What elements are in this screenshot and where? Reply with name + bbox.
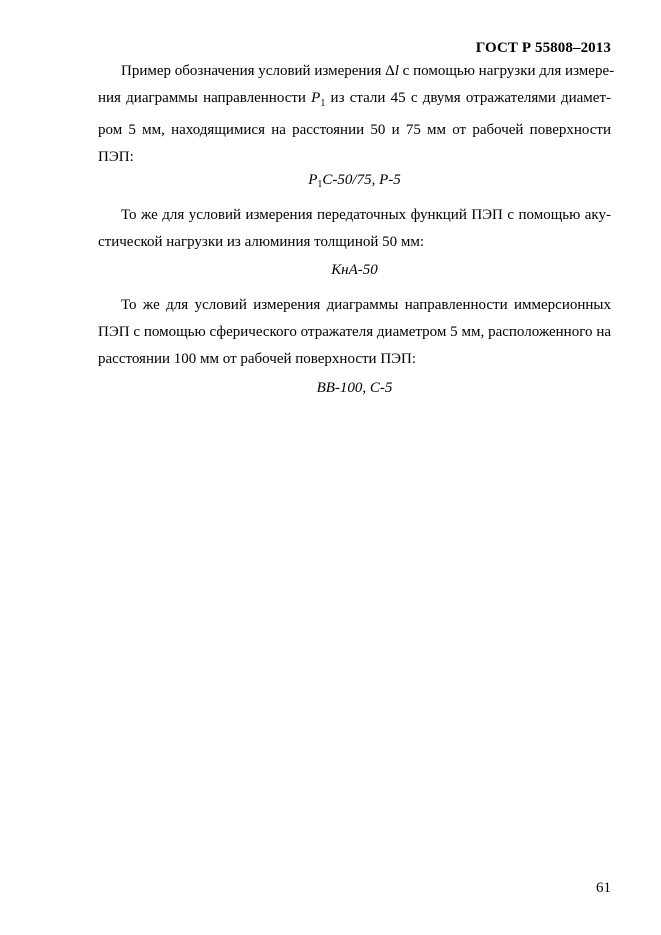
- paragraph-example-delta-l: [98, 58, 615, 171]
- paragraph-line: То же для условий измерения диаграммы направленности иммерсионных: [121, 297, 611, 313]
- paragraph-line: ПЭП:: [98, 149, 134, 165]
- paragraph-line: ния диаграммы направленности $P_1$ из стали 45 с двумя отражателями диамет-: [98, 90, 611, 109]
- page-number: 61: [596, 880, 611, 896]
- paragraph-line: Пример обозначения условий измерения Δl с помощью нагрузки для измере-: [121, 63, 615, 79]
- paragraph-line: стической нагрузки из алюминия толщиной 50 мм:: [98, 234, 425, 250]
- formula-designation-3: BB-100, C-5: [316, 380, 393, 396]
- document-code: ГОСТ Р 55808–2013: [475, 40, 611, 56]
- paragraph-immersion-directivity: [98, 292, 611, 373]
- formula-designation-2: КнА-50: [331, 262, 378, 278]
- paragraph-line: расстоянии 100 мм от рабочей поверхности ПЭП:: [98, 351, 417, 367]
- paragraph-line: ром 5 мм, находящимися на расстоянии 50 и 75 мм от рабочей поверхности: [98, 122, 611, 138]
- paragraph-line: ПЭП с помощью сферического отражателя диаметром 5 мм, расположенного на: [98, 324, 611, 340]
- paragraph-line: То же для условий измерения передаточных функций ПЭП с помощью аку-: [121, 207, 611, 223]
- paragraph-transfer-functions: [98, 202, 611, 256]
- formula-designation-1: $P_1C-50/75$, P-5: [308, 172, 401, 190]
